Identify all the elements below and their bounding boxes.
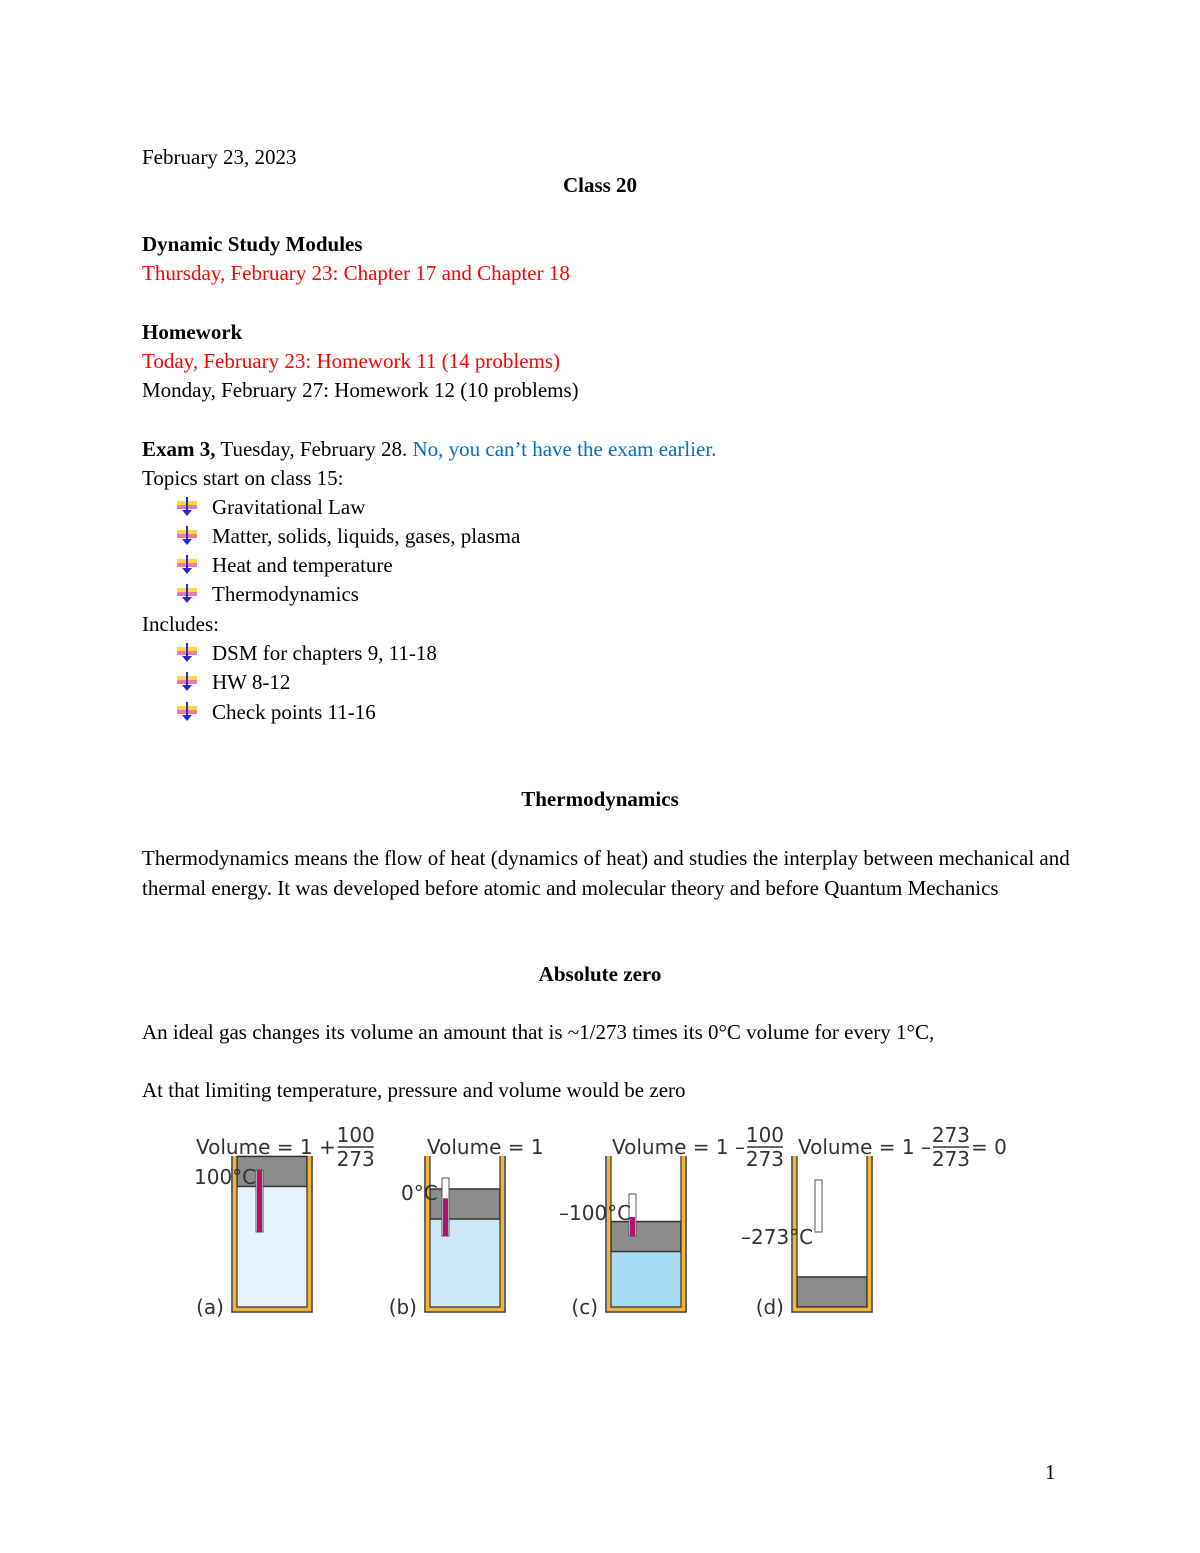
fraction-numerator: 273 [931,1123,971,1147]
temperature-label: 100°C [194,1165,257,1189]
exam-line [142,439,716,460]
fraction-numerator: 100 [745,1123,785,1147]
list-item [176,497,365,521]
class-title: Class 20 [562,173,638,197]
topic-item: Gravitational Law [212,495,366,519]
fraction-numerator: 100 [336,1123,375,1147]
temperature-label: –273°C [741,1225,814,1249]
dsm-heading: Dynamic Study Modules [142,232,363,256]
arrow-bullet-icon [176,497,202,521]
volume-label: Volume = 1 – [612,1135,745,1159]
date: February 23, 2023 [142,145,297,169]
thermometer-fill [257,1170,262,1232]
thermo-heading: Thermodynamics [521,787,679,811]
absolute-zero-heading: Absolute zero [538,962,662,986]
gas-region [237,1186,307,1307]
arrow-bullet-icon [176,584,202,608]
topic-item: Heat and temperature [212,553,393,577]
arrow-bullet-icon [176,672,202,696]
fraction-denominator: 273 [336,1147,375,1171]
panel-label: (c) [571,1295,598,1319]
panel-label: (d) [755,1295,784,1319]
thermo-paragraph: Thermodynamics means the flow of heat (dynamics of heat) and studies the interplay between mechanical and thermal energy. It was developed before atomic and molecular theory and before Quantum Mechanics [142,846,1070,900]
fraction-denominator: 273 [745,1147,785,1171]
homework-today: Today, February 23: Homework 11 (14 problems) [142,349,561,373]
list-item [176,702,376,726]
list-item [176,643,437,667]
volume-label: Volume = 1 [427,1135,544,1159]
homework-monday: Monday, February 27: Homework 12 (10 problems) [142,378,579,402]
container-wall-right [307,1156,311,1311]
fraction-denominator: 273 [931,1147,971,1171]
gas-region [611,1252,681,1307]
temperature-label: –100°C [559,1201,632,1225]
page-number: 1 [1045,1460,1056,1484]
piston [430,1189,500,1219]
topic-item: Thermodynamics [212,582,359,606]
absolute-zero-line1: An ideal gas changes its volume an amount that is ~1/273 times its 0°C volume for every 1°C, [142,1020,935,1044]
include-item: HW 8-12 [212,670,291,694]
arrow-bullet-icon [176,526,202,550]
arrow-bullet-icon [176,702,202,726]
topics-intro: Topics start on class 15: [142,466,344,490]
panel-label: (a) [196,1295,224,1319]
include-item: DSM for chapters 9, 11-18 [212,641,437,665]
piston [797,1277,867,1307]
exam-label: Exam 3, [142,437,216,461]
absolute-zero-line2: At that limiting temperature, pressure and volume would be zero [142,1078,686,1102]
list-item [176,672,290,696]
topic-item: Matter, solids, liquids, gases, plasma [212,524,521,548]
dsm-item: Thursday, February 23: Chapter 17 and Chapter 18 [142,261,570,285]
thermometer-icon [815,1180,822,1232]
include-item: Check points 11-16 [212,700,376,724]
arrow-bullet-icon [176,643,202,667]
gas-volume-figure [180,1118,1020,1328]
list-item [176,555,393,579]
thermometer-fill [443,1198,448,1236]
piston [611,1222,681,1252]
volume-result: = 0 [970,1135,1007,1159]
list-item [176,584,359,608]
volume-label: Volume = 1 – [798,1135,931,1159]
panel-label: (b) [388,1295,417,1319]
exam-note: No, you can’t have the exam earlier. [412,437,717,461]
homework-heading: Homework [142,320,243,344]
includes-intro: Includes: [142,612,219,636]
volume-label: Volume = 1 + [196,1135,336,1159]
arrow-bullet-icon [176,555,202,579]
list-item [176,526,520,550]
gas-region [430,1219,500,1307]
temperature-label: 0°C [401,1181,438,1205]
exam-date: Tuesday, February 28. [215,437,413,461]
